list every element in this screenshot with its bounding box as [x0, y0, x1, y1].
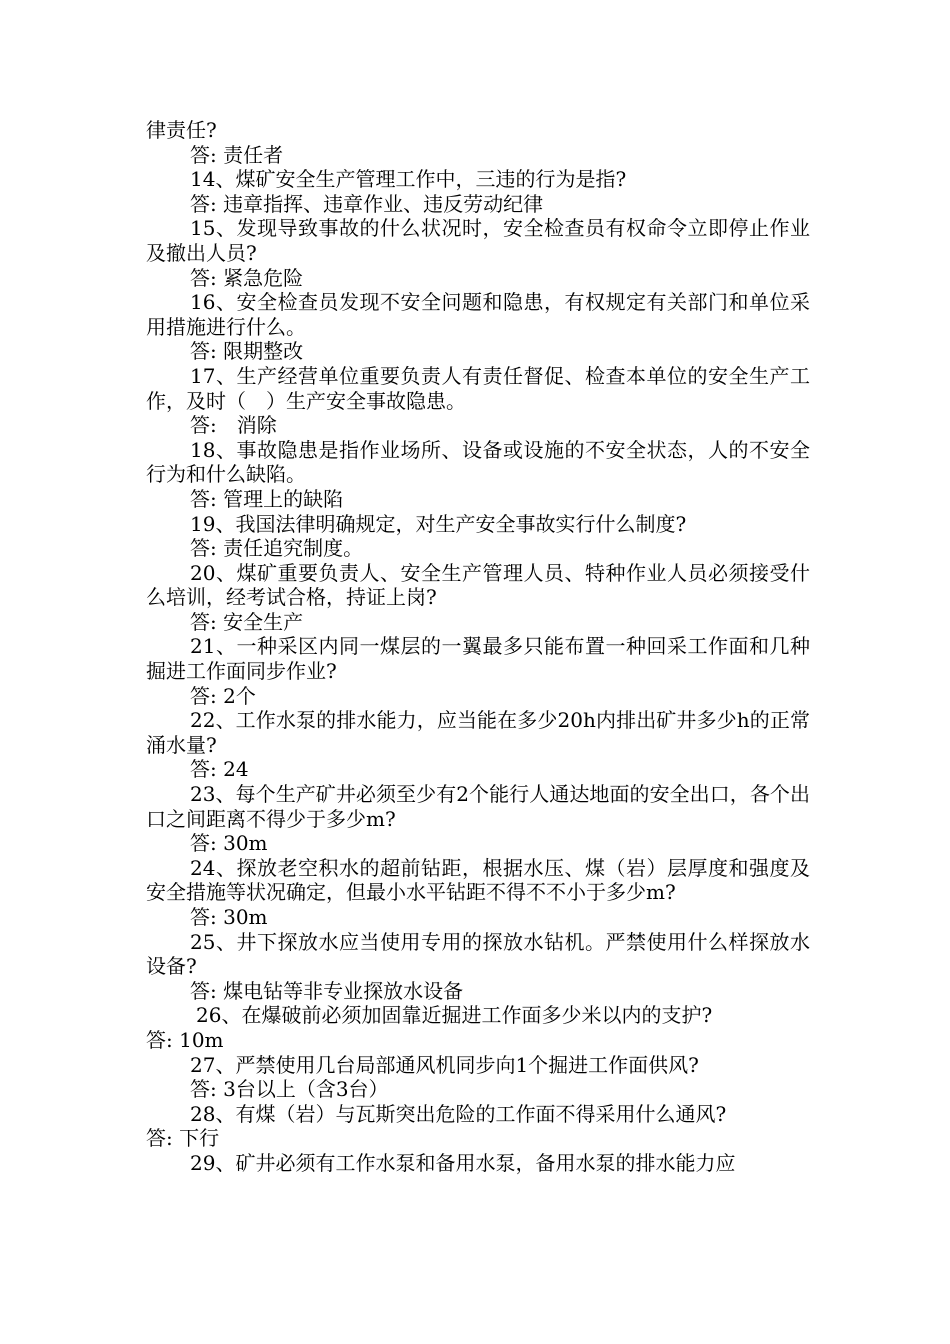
- answer-line: 答: 限期整改: [190, 339, 304, 364]
- question-line: 14、煤矿安全生产管理工作中，三违的行为是指?: [190, 167, 627, 192]
- question-line: 23、每个生产矿井必须至少有2个能行人通达地面的安全出口，各个出口之间距离不得少于多少m?: [146, 782, 810, 831]
- question-line: 律责任?: [146, 118, 217, 142]
- question-line: 18、事故隐患是指作业场所、设备或设施的不安全状态，人的不安全行为和什么缺陷。: [146, 437, 810, 487]
- question-line: 15、发现导致事故的什么状况时，安全检查员有权命令立即停止作业及撤出人员?: [146, 216, 810, 265]
- answer-line: 答: 责任追究制度。: [190, 536, 364, 561]
- question-line: 26、在爆破前必须加固靠近掘进工作面多少米以内的支护?: [196, 1003, 713, 1028]
- question-line: 24、探放老空积水的超前钻距，根据水压、煤（岩）层厚度和强度及安全措施等状况确定，但最小水平钻距不得不不小于多少m?: [146, 855, 810, 905]
- question-line: 28、有煤（岩）与瓦斯突出危险的工作面不得采用什么通风?: [190, 1101, 727, 1126]
- answer-line: 答: 30m: [190, 905, 268, 929]
- question-line: 29、矿井必须有工作水泵和备用水泵，备用水泵的排水能力应: [190, 1150, 736, 1175]
- answer-line: 答: 煤电钻等非专业探放水设备: [190, 978, 464, 1003]
- answer-line: 答: 30m: [190, 831, 268, 856]
- answer-line: 答: 紧急危险: [190, 265, 304, 290]
- answer-line: 答: 安全生产: [190, 609, 304, 634]
- question-line: 25、井下探放水应当使用专用的探放水钻机。严禁使用什么样探放水设备?: [146, 929, 810, 979]
- answer-line: 答: 24: [190, 757, 249, 782]
- answer-line: 答: 下行: [146, 1126, 220, 1151]
- question-line: 16、安全检查员发现不安全问题和隐患，有权规定有关部门和单位采用措施进行什么。: [146, 290, 810, 339]
- answer-line: 答: 管理上的缺陷: [190, 486, 344, 511]
- document-body: [146, 118, 810, 1176]
- answer-line: 答: 责任者: [190, 142, 284, 167]
- question-line: 22、工作水泵的排水能力，应当能在多少20h内排出矿井多少h的正常涌水量?: [146, 708, 810, 757]
- question-line: 17、生产经营单位重要负责人有责任督促、检查本单位的安全生产工作，及时（ ）生产安全事故隐患。: [146, 363, 810, 413]
- answer-line: 答: 3台以上（含3台）: [190, 1077, 389, 1102]
- answer-line: 答: 2个: [190, 683, 256, 708]
- question-line: 20、煤矿重要负责人、安全生产管理人员、特种作业人员必须接受什么培训，经考试合格，持证上岗?: [146, 560, 810, 610]
- answer-line: 答: 消除: [190, 413, 277, 438]
- answer-line: 答: 10m: [146, 1027, 224, 1052]
- question-line: 27、严禁使用几台局部通风机同步向1个掘进工作面供风?: [190, 1052, 699, 1077]
- question-line: 19、我国法律明确规定，对生产安全事故实行什么制度?: [190, 511, 687, 536]
- answer-line: 答: 违章指挥、违章作业、违反劳动纪律: [190, 191, 544, 216]
- question-line: 21、一种采区内同一煤层的一翼最多只能布置一种回采工作面和几种掘进工作面同步作业?: [146, 634, 810, 684]
